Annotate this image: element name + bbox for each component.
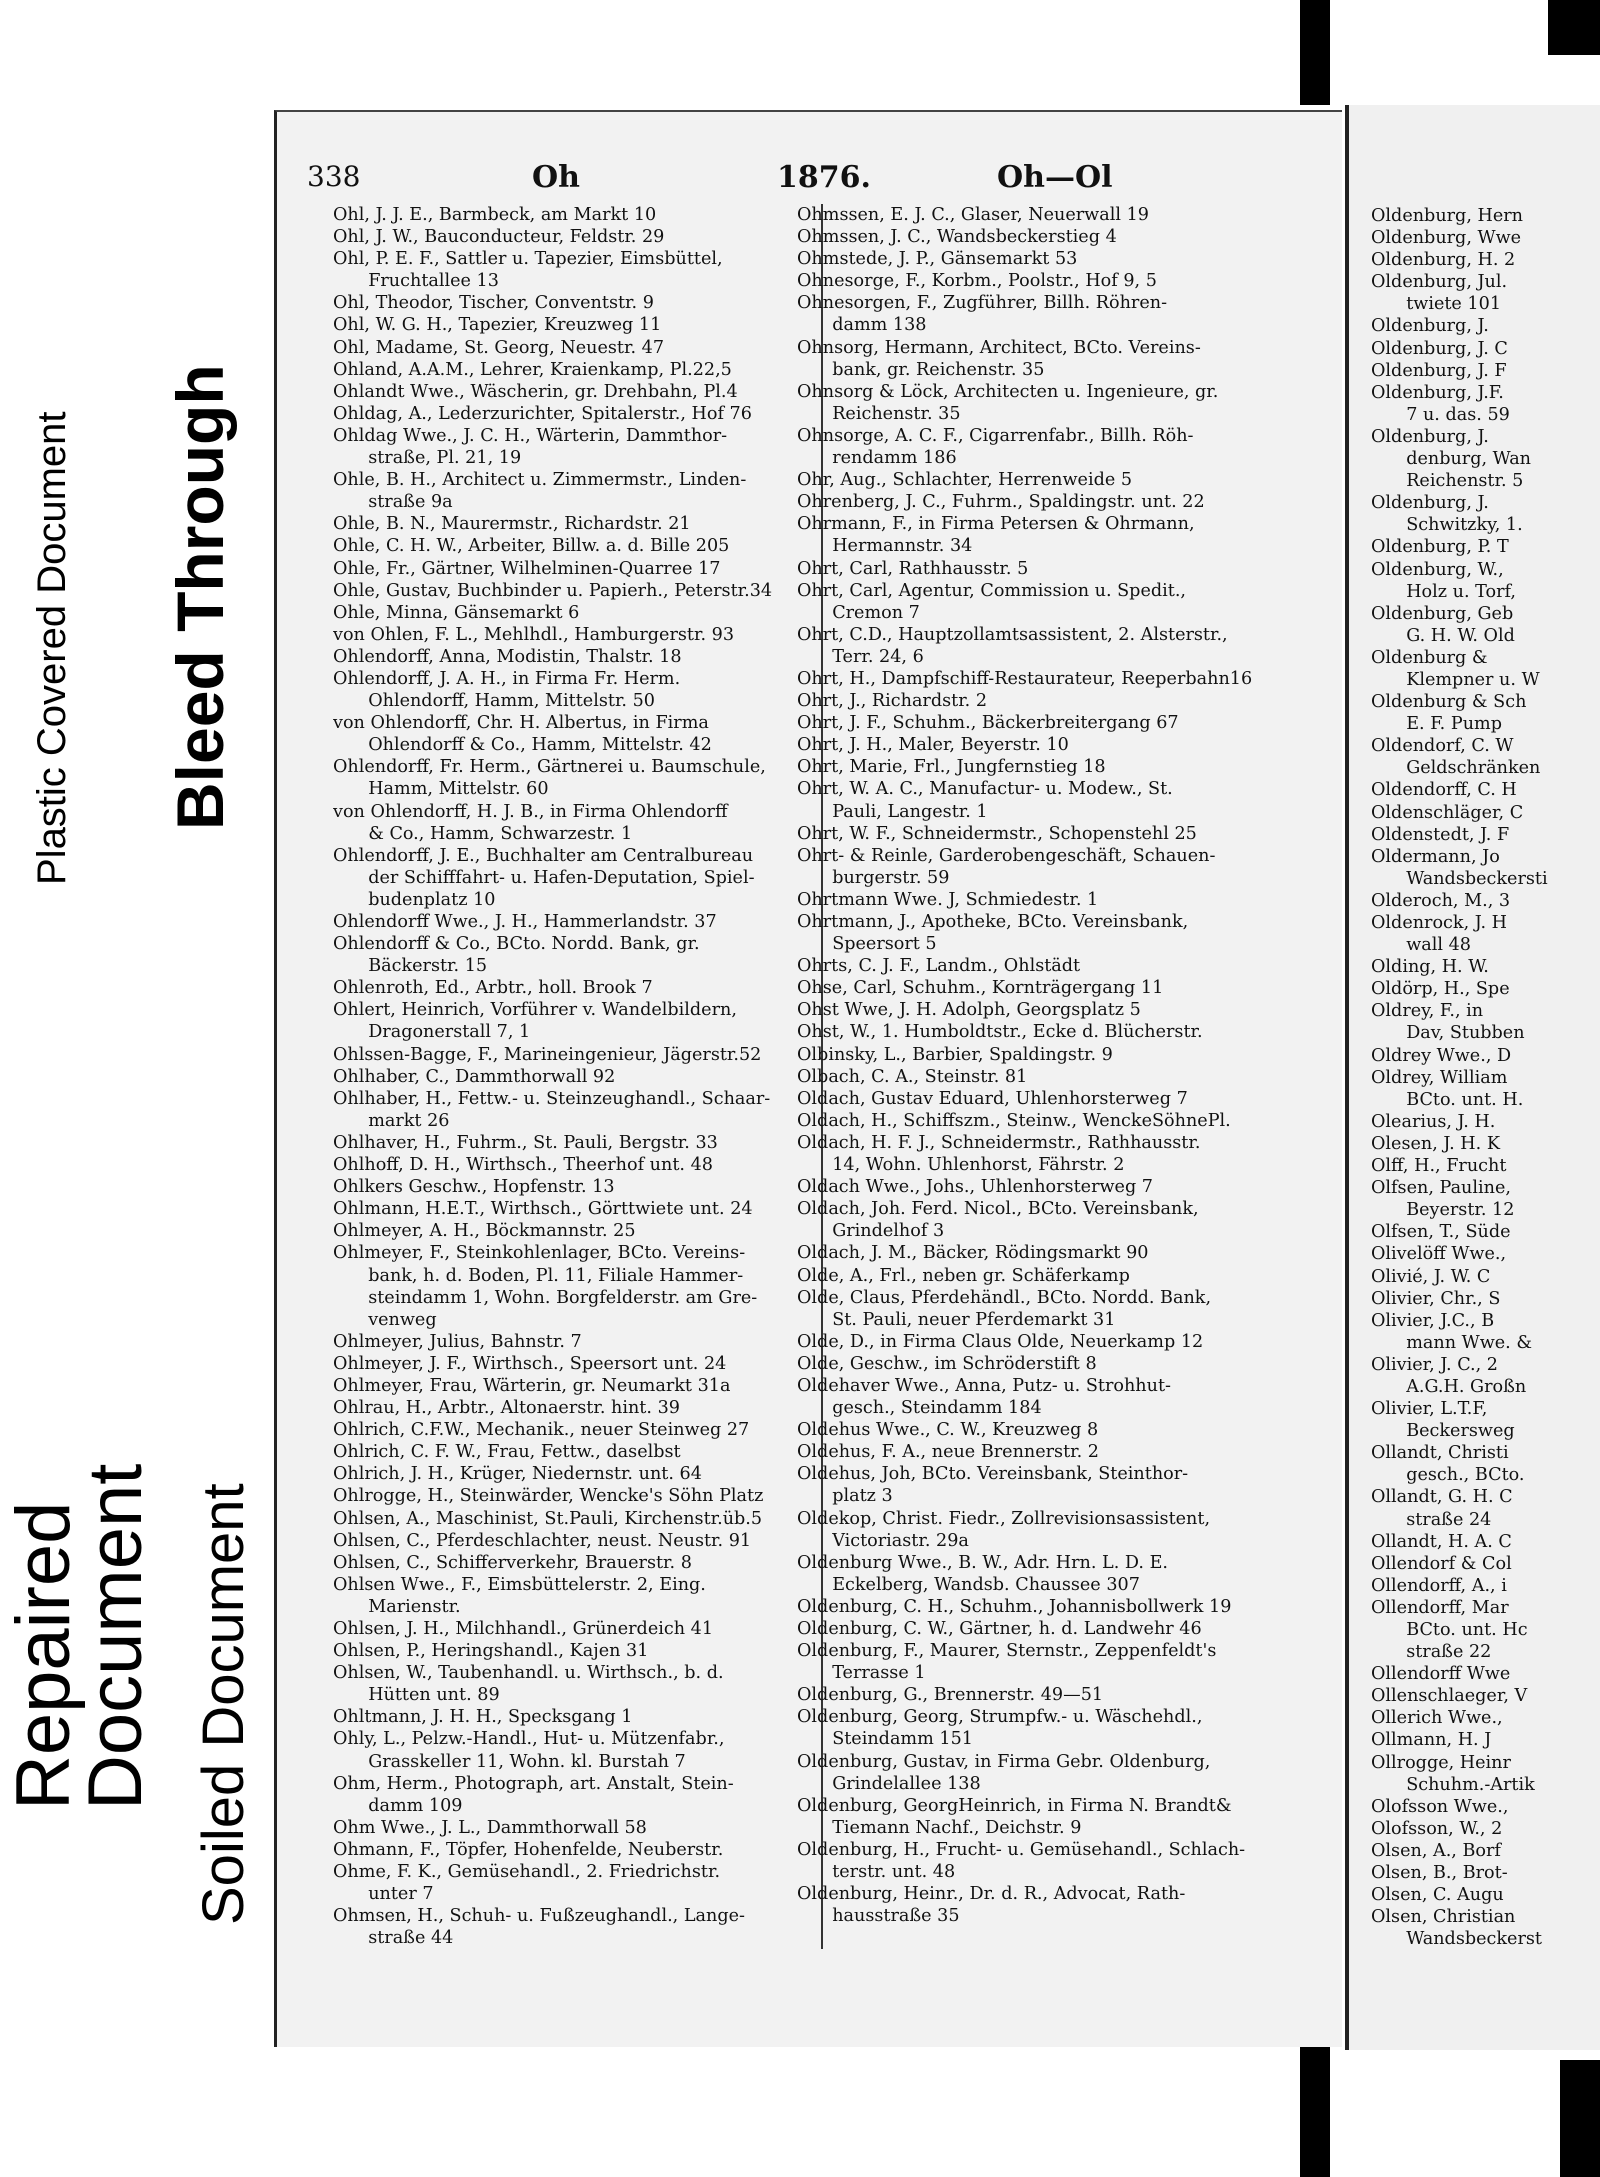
directory-entry: Olbinsky, L., Barbier, Spaldingstr. 9	[797, 1044, 1113, 1065]
directory-entry: straße 22	[1371, 1642, 1492, 1663]
directory-entry: Hermannstr. 34	[797, 536, 973, 557]
directory-entry: Olivier, J. C., 2	[1371, 1354, 1498, 1375]
directory-entry: Oldrey, William	[1371, 1067, 1508, 1088]
directory-entry: Olding, H. W.	[1371, 957, 1489, 978]
directory-entry: Victoriastr. 29a	[797, 1530, 969, 1551]
directory-entry: Ohlmeyer, A. H., Böckmannstr. 25	[333, 1221, 636, 1242]
directory-entry: Oldenburg, W.,	[1371, 559, 1504, 580]
directory-entry: Oldenburg, J.	[1371, 493, 1489, 514]
directory-entry: Ohlhaber, H., Fettw.- u. Steinzeughandl., Schaar-	[333, 1088, 771, 1109]
directory-entry: Ohldag Wwe., J. C. H., Wärterin, Dammthor-	[333, 425, 728, 446]
directory-entry: Ohlendorff, Anna, Modistin, Thalstr. 18	[333, 646, 682, 667]
directory-entry: Ohland, A.A.M., Lehrer, Kraienkamp, Pl.22,5	[333, 359, 732, 380]
directory-entry: Olivier, Chr., S	[1371, 1288, 1501, 1309]
directory-entry: BCto. unt. H.	[1371, 1089, 1524, 1110]
directory-entry: damm 109	[333, 1795, 463, 1816]
scan-edge-bar-top-right	[1548, 0, 1600, 55]
directory-entry: Oldermann, Jo	[1371, 846, 1500, 867]
directory-entry: Olde, A., Frl., neben gr. Schäferkamp	[797, 1265, 1130, 1286]
directory-entry: & Co., Hamm, Schwarzestr. 1	[333, 823, 633, 844]
directory-entry: Wandsbeckersti	[1371, 868, 1548, 889]
directory-entry: Ohlsen, J. H., Milchhandl., Grünerdeich 41	[333, 1619, 714, 1639]
directory-entry: Oldrey Wwe., D	[1371, 1045, 1512, 1066]
directory-entry: Oldörp, H., Spe	[1371, 979, 1510, 1000]
directory-entry: bank, gr. Reichenstr. 35	[797, 359, 1045, 380]
directory-entry: Ohlrogge, H., Steinwärder, Wencke's Söhn Platz	[333, 1486, 764, 1507]
directory-entry: Ollendorf & Col	[1371, 1553, 1512, 1574]
directory-entry: Ohl, P. E. F., Sattler u. Tapezier, Eimsbüttel,	[333, 249, 723, 270]
directory-entry: Ohlmann, H.E.T., Wirthsch., Görttwiete unt. 24	[333, 1199, 753, 1220]
directory-entry: Schwitzky, 1.	[1371, 515, 1523, 536]
directory-entry: Ollandt, G. H. C	[1371, 1487, 1513, 1508]
directory-entry: Oldenburg, J.F.	[1371, 382, 1504, 403]
directory-entry: Eckelberg, Wandsb. Chaussee 307	[797, 1574, 1140, 1595]
directory-entry: Oldach, J. M., Bäcker, Rödingsmarkt 90	[797, 1243, 1149, 1264]
directory-entry: Oldehus Wwe., C. W., Kreuzweg 8	[797, 1420, 1099, 1441]
directory-entry: Ohnsorg, Hermann, Architect, BCto. Vereins-	[797, 337, 1201, 358]
directory-entry: Ohlendorff & Co., BCto. Nordd. Bank, gr.	[333, 934, 700, 955]
directory-entry: Oldenburg, Georg, Strumpfw.- u. Wäschehdl.,	[797, 1707, 1203, 1728]
directory-entry: Ollendorff, A., i	[1371, 1575, 1507, 1596]
directory-entry: burgerstr. 59	[797, 867, 950, 888]
directory-entry: Oldendorf, C. W	[1371, 736, 1514, 757]
stamp-repaired: Repaired	[1, 1501, 86, 1810]
directory-entry: hausstraße 35	[797, 1906, 960, 1927]
directory-entry: bank, h. d. Boden, Pl. 11, Filiale Hammer-	[333, 1265, 744, 1286]
directory-entry: Fruchtallee 13	[333, 271, 499, 292]
stamp-repaired-document: Document	[73, 1463, 158, 1810]
directory-entry: rendamm 186	[797, 448, 957, 469]
directory-entry: straße 44	[333, 1928, 454, 1949]
directory-entry: Ohlendorff, J. A. H., in Firma Fr. Herm.	[333, 668, 681, 689]
directory-entry: Ohlsen, A., Maschinist, St.Pauli, Kirchenstr.üb.5	[333, 1508, 763, 1529]
directory-entry: damm 138	[797, 315, 927, 336]
directory-entry: Oldach, Joh. Ferd. Nicol., BCto. Vereinsbank,	[797, 1199, 1199, 1220]
directory-entry: Reichenstr. 5	[1371, 471, 1524, 492]
header-right-range: Oh—Ol	[997, 160, 1113, 195]
directory-entry: Ohst Wwe, J. H. Adolph, Georgsplatz 5	[797, 1000, 1141, 1021]
directory-entry: Steindamm 151	[797, 1729, 973, 1750]
directory-entry: Ohly, L., Pelzw.-Handl., Hut- u. Mützenfabr.,	[333, 1729, 725, 1750]
directory-entry: Oldenburg, H., Frucht- u. Gemüsehandl., Schlach-	[797, 1839, 1246, 1860]
directory-entry: unter 7	[333, 1884, 434, 1905]
directory-entry: Ohnesorgen, F., Zugführer, Billh. Röhren-	[797, 293, 1168, 314]
directory-entry: Ohlrau, H., Arbtr., Altonaerstr. hint. 39	[333, 1398, 680, 1419]
directory-entry: Ohldag, A., Lederzurichter, Spitalerstr., Hof 76	[333, 403, 752, 424]
directory-entry: Olivié, J. W. C	[1371, 1266, 1491, 1287]
scan-edge-bar-bottom-right	[1560, 2060, 1600, 2177]
directory-entry: Klempner u. W	[1371, 669, 1540, 690]
directory-entry: Oldendorff, C. H	[1371, 780, 1517, 801]
directory-entry: mann Wwe. &	[1371, 1332, 1533, 1353]
adjacent-page	[1345, 105, 1600, 2050]
directory-entry: Olfsen, Pauline,	[1371, 1178, 1511, 1199]
directory-entry: Geldschränken	[1371, 758, 1541, 779]
directory-entry: Oldenburg, J. F	[1371, 360, 1507, 381]
stamp-bleed-through: Bleed Through	[163, 364, 237, 830]
directory-entry: Ollerich Wwe.,	[1371, 1708, 1503, 1729]
directory-entry: G. H. W. Old	[1371, 625, 1515, 646]
directory-entry: Oldehus, Joh, BCto. Vereinsbank, Steinthor-	[797, 1464, 1189, 1485]
directory-entry: Terr. 24, 6	[797, 646, 924, 667]
directory-entry: Ohlmeyer, F., Steinkohlenlager, BCto. Vereins-	[333, 1243, 746, 1264]
directory-entry: straße, Pl. 21, 19	[333, 448, 522, 469]
directory-entry: Ohle, Minna, Gänsemarkt 6	[333, 602, 580, 623]
directory-entry: Oldenburg &	[1371, 647, 1488, 668]
directory-entry: Ohrmann, F., in Firma Petersen & Ohrmann,	[797, 514, 1195, 535]
directory-entry: Ohle, Gustav, Buchbinder u. Papierh., Peterstr.34	[333, 580, 773, 601]
directory-entry: Ohrt, H., Dampfschiff-Restaurateur, Reeperbahn16	[797, 668, 1253, 689]
directory-entry: straße 24	[1371, 1509, 1492, 1530]
directory-entry: Oldenburg, Heinr., Dr. d. R., Advocat, Rath-	[797, 1884, 1186, 1905]
directory-entry: Ohlsen, C., Pferdeschlachter, neust. Neustr. 91	[333, 1530, 752, 1551]
directory-entry: twiete 101	[1371, 294, 1502, 315]
directory-entry: Oldenburg & Sch	[1371, 692, 1527, 713]
directory-entry: Grindelhof 3	[797, 1221, 945, 1242]
directory-entry: Olbach, C. A., Steinstr. 81	[797, 1066, 1028, 1087]
column-adjacent	[1371, 205, 1600, 1950]
directory-entry: Grasskeller 11, Wohn. kl. Burstah 7	[333, 1751, 686, 1772]
directory-entry: Hütten unt. 89	[333, 1685, 500, 1706]
directory-entry: Ohlendorff & Co., Hamm, Mittelstr. 42	[333, 735, 712, 756]
directory-entry: Oldenburg, Gustav, in Firma Gebr. Oldenburg,	[797, 1751, 1211, 1772]
directory-entry: Olsen, C. Augu	[1371, 1885, 1504, 1906]
directory-entry: Ollendorff, Mar	[1371, 1597, 1509, 1618]
directory-entry: Beckersweg	[1371, 1421, 1515, 1442]
directory-entry: Bäckerstr. 15	[333, 956, 488, 977]
directory-entry: 14, Wohn. Uhlenhorst, Fährstr. 2	[797, 1155, 1125, 1176]
directory-entry: Ohlrich, C. F. W., Frau, Fettw., daselbst	[333, 1442, 681, 1463]
directory-entry: Olderoch, M., 3	[1371, 890, 1511, 911]
directory-entry: steindamm 1, Wohn. Borgfelderstr. am Gre-	[333, 1287, 758, 1308]
directory-entry: Tiemann Nachf., Deichstr. 9	[797, 1817, 1082, 1838]
directory-entry: Ollandt, Christi	[1371, 1443, 1509, 1464]
directory-entry: Ohlmeyer, Frau, Wärterin, gr. Neumarkt 31a	[333, 1375, 731, 1396]
column-middle	[797, 204, 1317, 1927]
directory-entry: Oldach, H. F. J., Schneidermstr., Rathhausstr.	[797, 1132, 1201, 1153]
directory-entry: Ollmann, H. J	[1371, 1730, 1492, 1751]
directory-entry: Ollrogge, Heinr	[1371, 1752, 1511, 1773]
directory-entry: Ohmssen, J. C., Wandsbeckerstieg 4	[797, 227, 1117, 248]
directory-entry: Marienstr.	[333, 1596, 461, 1617]
directory-page	[274, 110, 1342, 2047]
directory-entry: Oldenstedt, J. F	[1371, 824, 1510, 845]
directory-entry: budenplatz 10	[333, 889, 496, 910]
directory-entry: Oldenburg, GeorgHeinrich, in Firma N. Brandt&	[797, 1795, 1232, 1816]
directory-entry: Oldenburg, C. H., Schuhm., Johannisbollwerk 19	[797, 1596, 1232, 1617]
directory-entry: Oldehaver Wwe., Anna, Putz- u. Strohhut-	[797, 1375, 1171, 1396]
directory-entry: Ohst, W., 1. Humboldtstr., Ecke d. Blücherstr.	[797, 1022, 1203, 1043]
directory-entry: Hamm, Mittelstr. 60	[333, 779, 549, 800]
directory-entry: Ohrt, J. F., Schuhm., Bäckerbreitergang 67	[797, 713, 1179, 734]
directory-entry: Ohrt, J. H., Maler, Beyerstr. 10	[797, 735, 1069, 756]
directory-entry: Reichenstr. 35	[797, 403, 961, 424]
directory-entry: von Ohlendorff, Chr. H. Albertus, in Firma	[333, 713, 709, 734]
directory-entry: Olsen, B., Brot-	[1371, 1863, 1508, 1884]
directory-entry: Oldenburg, Jul.	[1371, 272, 1508, 293]
directory-entry: Ohlsen, W., Taubenhandl. u. Wirthsch., b. d.	[333, 1663, 724, 1684]
directory-entry: Ohrt, Carl, Rathhausstr. 5	[797, 558, 1029, 579]
directory-entry: Ohrt, W. A. C., Manufactur- u. Modew., St.	[797, 779, 1173, 800]
directory-entry: Wandsbeckerst	[1371, 1929, 1542, 1950]
directory-entry: Olofsson Wwe.,	[1371, 1796, 1509, 1817]
directory-entry: E. F. Pump	[1371, 714, 1502, 735]
directory-entry: Ohlendorff, J. E., Buchhalter am Centralbureau	[333, 845, 754, 866]
directory-entry: Ohlkers Geschw., Hopfenstr. 13	[333, 1177, 615, 1198]
directory-entry: Ohlrich, J. H., Krüger, Niedernstr. unt. 64	[333, 1464, 702, 1485]
directory-entry: Ollendorff Wwe	[1371, 1664, 1511, 1685]
directory-entry: BCto. unt. Hc	[1371, 1620, 1528, 1640]
directory-entry: Ohrt- & Reinle, Garderobengeschäft, Schauen-	[797, 845, 1216, 866]
directory-entry: Ohl, J. J. E., Barmbeck, am Markt 10	[333, 205, 657, 225]
directory-entry: Dragonerstall 7, 1	[333, 1022, 531, 1043]
directory-entry: Olsen, Christian	[1371, 1907, 1516, 1928]
directory-entry: Ohlssen-Bagge, F., Marineingenieur, Jägerstr.52	[333, 1044, 762, 1065]
directory-entry: Ohrt, Carl, Agentur, Commission u. Spedit.,	[797, 580, 1187, 601]
directory-entry: Olofsson, W., 2	[1371, 1818, 1503, 1839]
directory-entry: Oldekop, Christ. Fiedr., Zollrevisionsassistent,	[797, 1508, 1211, 1529]
directory-entry: Pauli, Langestr. 1	[797, 801, 988, 822]
directory-entry: Ohl, W. G. H., Tapezier, Kreuzweg 11	[333, 315, 662, 336]
page-number: 338	[307, 160, 361, 193]
directory-entry: Ohlrich, C.F.W., Mechanik., neuer Steinweg 27	[333, 1420, 750, 1441]
stamp-soiled-document: Soiled Document	[191, 1483, 256, 1925]
directory-entry: Oldenburg, J. C	[1371, 338, 1508, 359]
directory-entry: gesch., BCto.	[1371, 1465, 1525, 1486]
directory-entry: Oldach, Gustav Eduard, Uhlenhorsterweg 7	[797, 1088, 1188, 1109]
directory-entry: Ohnesorge, F., Korbm., Poolstr., Hof 9, 5	[797, 271, 1157, 292]
directory-entry: Ohmann, F., Töpfer, Hohenfelde, Neuberstr.	[333, 1839, 724, 1860]
directory-entry: markt 26	[333, 1110, 450, 1131]
directory-entry: Ohrenberg, J. C., Fuhrm., Spaldingstr. unt. 22	[797, 492, 1205, 513]
scan-edge-bar-top	[1300, 0, 1330, 105]
directory-entry: St. Pauli, neuer Pferdemarkt 31	[797, 1309, 1116, 1330]
directory-entry: Ohrt, C.D., Hauptzollamtsassistent, 2. Alsterstr.,	[797, 624, 1228, 645]
directory-entry: Ohlandt Wwe., Wäscherin, gr. Drehbahn, Pl.4	[333, 381, 738, 402]
directory-entry: Olff, H., Frucht	[1371, 1156, 1507, 1177]
directory-entry: Ohlsen Wwe., F., Eimsbüttelerstr. 2, Eing.	[333, 1574, 706, 1595]
directory-entry: Ohltmann, J. H. H., Specksgang 1	[333, 1707, 633, 1728]
directory-entry: Oldenrock, J. H	[1371, 913, 1507, 933]
directory-entry: platz 3	[797, 1486, 893, 1507]
directory-entry: Ohlmeyer, Julius, Bahnstr. 7	[333, 1331, 582, 1352]
directory-entry: Beyerstr. 12	[1371, 1200, 1515, 1221]
directory-entry: der Schifffahrt- u. Hafen-Deputation, Spiel-	[333, 867, 755, 888]
directory-entry: Oldenburg, F., Maurer, Sternstr., Zeppenfeldt's	[797, 1641, 1217, 1662]
directory-entry: straße 9a	[333, 492, 453, 513]
scan-edge-bar-bottom	[1300, 2045, 1330, 2177]
directory-entry: Dav, Stubben	[1371, 1023, 1525, 1044]
directory-entry: Oldenburg, H. 2	[1371, 250, 1516, 271]
directory-entry: Oldach, H., Schiffszm., Steinw., WenckeSöhnePl.	[797, 1110, 1231, 1131]
directory-entry: Ohrts, C. J. F., Landm., Ohlstädt	[797, 956, 1081, 977]
directory-entry: Terrasse 1	[797, 1663, 926, 1684]
directory-entry: von Ohlen, F. L., Mehlhdl., Hamburgerstr. 93	[333, 624, 735, 645]
directory-entry: Olivier, J.C., B	[1371, 1310, 1495, 1331]
directory-entry: Olde, Claus, Pferdehändl., BCto. Nordd. Bank,	[797, 1287, 1212, 1308]
directory-entry: Ohm Wwe., J. L., Dammthorwall 58	[333, 1817, 647, 1838]
directory-entry: Ohrt, J., Richardstr. 2	[797, 691, 988, 712]
directory-entry: 7 u. das. 59	[1371, 404, 1510, 425]
directory-entry: Oldehus, F. A., neue Brennerstr. 2	[797, 1442, 1100, 1463]
directory-entry: Ohlsen, P., Heringshandl., Kajen 31	[333, 1641, 649, 1662]
directory-entry: Ohlhaver, H., Fuhrm., St. Pauli, Bergstr. 33	[333, 1132, 718, 1153]
directory-entry: Olsen, A., Borf	[1371, 1840, 1501, 1861]
directory-entry: Oldenburg, Hern	[1371, 206, 1524, 226]
directory-entry: Ohmssen, E. J. C., Glaser, Neuerwall 19	[797, 205, 1149, 225]
directory-entry: Ohrtmann Wwe. J, Schmiedestr. 1	[797, 889, 1099, 910]
stamp-plastic-covered: Plastic Covered Document	[30, 411, 74, 885]
directory-entry: Ohle, B. H., Architect u. Zimmermstr., Linden-	[333, 470, 747, 491]
directory-entry: Speersort 5	[797, 934, 937, 955]
directory-entry: venweg	[333, 1309, 437, 1330]
column-left	[333, 204, 813, 1949]
page-header	[307, 160, 1317, 200]
directory-entry: Oldenburg, P. T	[1371, 537, 1509, 558]
directory-entry: Ohlendorff Wwe., J. H., Hammerlandstr. 37	[333, 912, 717, 932]
directory-entry: Ohlert, Heinrich, Vorführer v. Wandelbildern,	[333, 1000, 737, 1021]
directory-entry: Ohlendorff, Hamm, Mittelstr. 50	[333, 691, 655, 712]
directory-entry: Olivier, L.T.F,	[1371, 1399, 1488, 1420]
directory-entry: Olesen, J. H. K	[1371, 1133, 1500, 1154]
directory-entry: Cremon 7	[797, 602, 920, 623]
directory-entry: von Ohlendorff, H. J. B., in Firma Ohlendorff	[333, 801, 728, 822]
directory-entry: Ohl, Madame, St. Georg, Neuestr. 47	[333, 337, 665, 358]
directory-entry: Ohl, J. W., Bauconducteur, Feldstr. 29	[333, 227, 665, 248]
directory-entry: Olearius, J. H.	[1371, 1111, 1496, 1132]
directory-entry: Oldenburg, G., Brennerstr. 49—51	[797, 1685, 1104, 1706]
directory-entry: Ohm, Herm., Photograph, art. Anstalt, Stein-	[333, 1773, 734, 1794]
directory-entry: Olivelöff Wwe.,	[1371, 1244, 1507, 1265]
directory-entry: Oldenburg, C. W., Gärtner, h. d. Landwehr 46	[797, 1619, 1202, 1639]
directory-entry: Ohle, B. N., Maurermstr., Richardstr. 21	[333, 514, 691, 535]
directory-entry: Ohr, Aug., Schlachter, Herrenweide 5	[797, 470, 1133, 491]
directory-entry: Ollenschlaeger, V	[1371, 1686, 1528, 1707]
directory-entry: Olfsen, T., Süde	[1371, 1222, 1511, 1243]
directory-entry: Ohrtmann, J., Apotheke, BCto. Vereinsbank,	[797, 912, 1189, 932]
directory-entry: Ohlenroth, Ed., Arbtr., holl. Brook 7	[333, 978, 653, 999]
directory-entry: Oldenburg, Geb	[1371, 603, 1514, 624]
header-year: 1876.	[777, 160, 871, 195]
header-left-keyword: Oh	[532, 160, 580, 195]
directory-entry: Ohlsen, C., Schifferverkehr, Brauerstr. 8	[333, 1552, 692, 1573]
directory-entry: Olde, Geschw., im Schröderstift 8	[797, 1353, 1097, 1374]
directory-entry: Ohse, Carl, Schuhm., Kornträgergang 11	[797, 978, 1164, 999]
directory-entry: Ohle, C. H. W., Arbeiter, Billw. a. d. Bille 205	[333, 536, 730, 557]
directory-entry: terstr. unt. 48	[797, 1862, 956, 1883]
directory-entry: Ohmsen, H., Schuh- u. Fußzeughandl., Lange-	[333, 1906, 745, 1927]
directory-entry: Oldach Wwe., Johs., Uhlenhorsterweg 7	[797, 1177, 1153, 1198]
directory-entry: Grindelallee 138	[797, 1773, 981, 1794]
directory-entry: Oldenburg Wwe., B. W., Adr. Hrn. L. D. E.	[797, 1552, 1169, 1573]
directory-entry: Oldenburg, Wwe	[1371, 228, 1522, 249]
directory-entry: Ohnsorge, A. C. F., Cigarrenfabr., Billh. Röh-	[797, 425, 1194, 446]
directory-entry: Oldenburg, J.	[1371, 316, 1489, 337]
directory-entry: Ohlendorff, Fr. Herm., Gärtnerei u. Baumschule,	[333, 757, 766, 778]
directory-entry: Ohmstede, J. P., Gänsemarkt 53	[797, 249, 1078, 270]
directory-entry: Ohlhoff, D. H., Wirthsch., Theerhof unt. 48	[333, 1155, 713, 1176]
directory-entry: Ohnsorg & Löck, Architecten u. Ingenieure, gr.	[797, 381, 1219, 402]
directory-entry: Oldrey, F., in	[1371, 1001, 1484, 1022]
directory-entry: Olde, D., in Firma Claus Olde, Neuerkamp 12	[797, 1331, 1204, 1352]
directory-entry: Ohrt, Marie, Frl., Jungfernstieg 18	[797, 757, 1106, 778]
directory-entry: wall 48	[1371, 935, 1471, 956]
directory-entry: denburg, Wan	[1371, 449, 1532, 470]
directory-entry: Oldenschläger, C	[1371, 802, 1524, 823]
directory-entry: Ollandt, H. A. C	[1371, 1531, 1512, 1552]
directory-entry: Holz u. Torf,	[1371, 581, 1516, 602]
directory-entry: Ohme, F. K., Gemüsehandl., 2. Friedrichstr.	[333, 1862, 721, 1883]
directory-entry: Schuhm.-Artik	[1371, 1774, 1535, 1795]
directory-entry: Ohl, Theodor, Tischer, Conventstr. 9	[333, 293, 654, 314]
directory-entry: A.G.H. Großn	[1371, 1376, 1527, 1397]
directory-entry: Ohrt, W. F., Schneidermstr., Schopenstehl 25	[797, 823, 1197, 844]
directory-entry: gesch., Steindamm 184	[797, 1398, 1042, 1419]
directory-entry: Ohlmeyer, J. F., Wirthsch., Speersort unt. 24	[333, 1353, 727, 1374]
directory-entry: Ohlhaber, C., Dammthorwall 92	[333, 1066, 616, 1087]
directory-entry: Oldenburg, J.	[1371, 426, 1489, 447]
directory-entry: Ohle, Fr., Gärtner, Wilhelminen-Quarree 17	[333, 558, 721, 579]
